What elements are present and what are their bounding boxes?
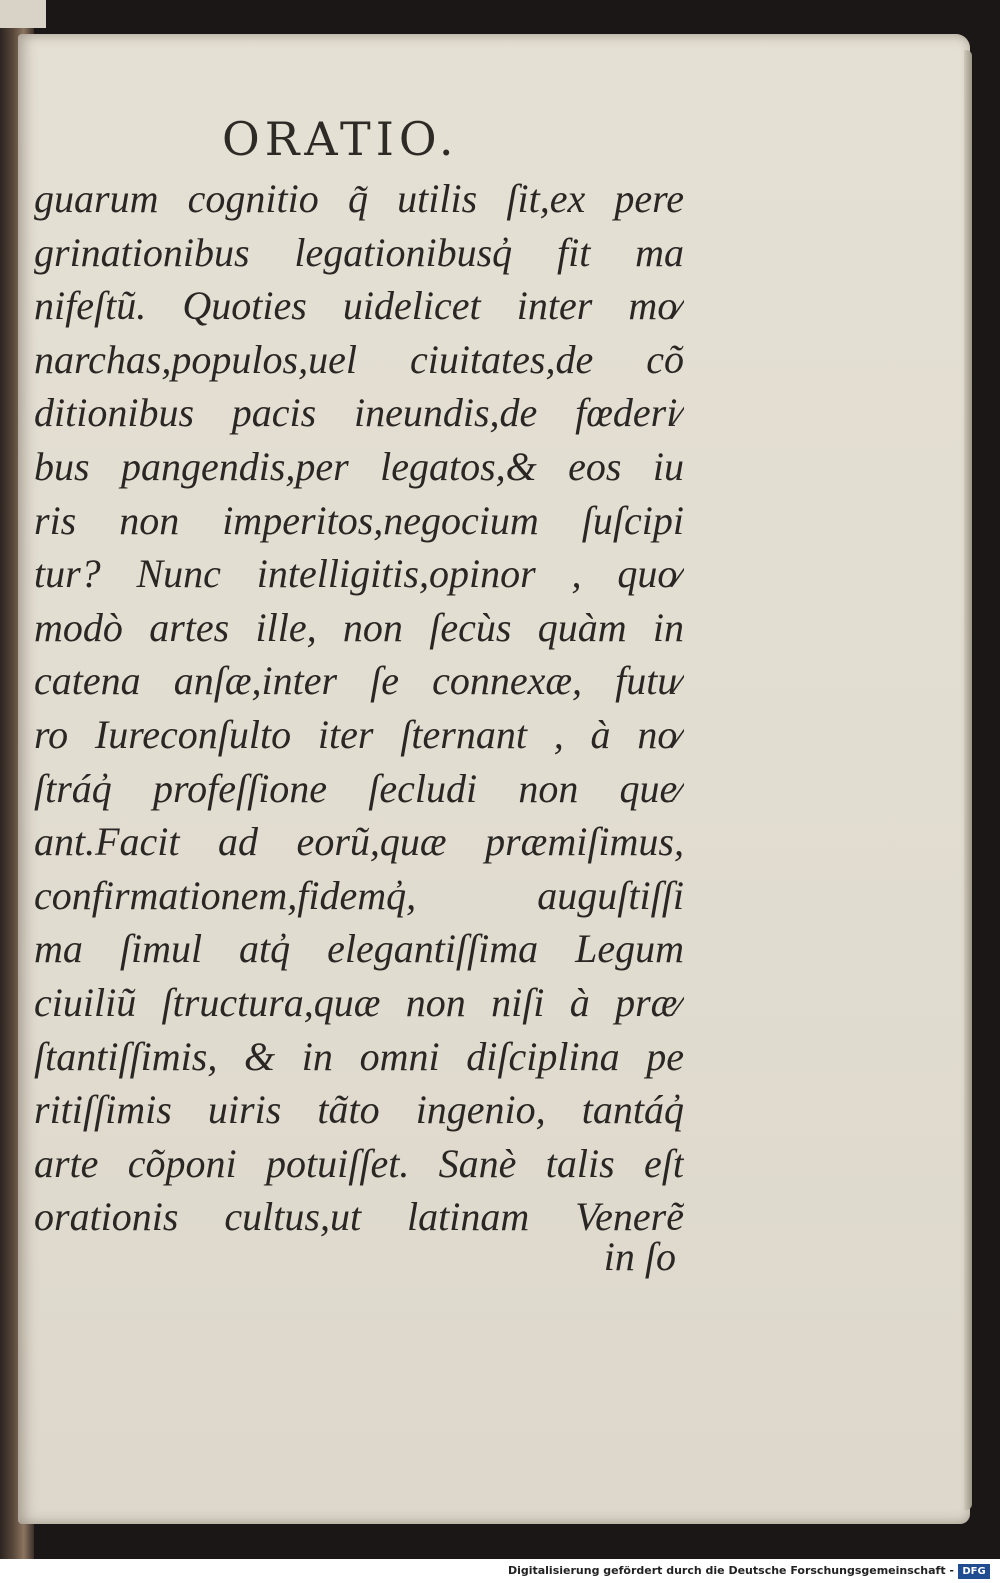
text-line: ro Iureconſulto iter ſternant , à no⁄: [34, 711, 684, 757]
text-line: catena anſæ,inter ſe connexæ, futu⁄: [34, 658, 684, 704]
spine-tab: [0, 0, 46, 28]
text-line: bus pangendis,per legatos,& eos iu: [34, 443, 684, 489]
text-line: ſtráq̓ profeſſione ſecludi non que⁄: [34, 765, 684, 811]
text-line: modò artes ille, non ſecùs quàm in: [34, 604, 684, 650]
dfg-logo: DFG: [958, 1564, 990, 1579]
body-text: [34, 172, 684, 1244]
text-line: ſtantiſſimis, & in omni diſciplina pe: [34, 1033, 684, 1079]
text-line: ma ſimul atq̓ elegantiſſima Legum: [34, 926, 684, 972]
catchword: in ſo: [603, 1234, 676, 1279]
text-line: ris non imperitos,negocium ſuſcipi: [34, 497, 684, 543]
text-line: orationis cultus,ut latinam Venerẽ: [34, 1194, 684, 1240]
text-line: ditionibus pacis ineundis,de fœderi⁄: [34, 390, 684, 436]
text-line: tur? Nunc intelligitis,opinor , quo⁄: [34, 551, 684, 597]
running-head: ORATIO.: [222, 112, 459, 166]
text-line: guarum cognitio q̃ utilis ſit,ex pere: [34, 176, 684, 221]
text-line: ant.Facit ad eorũ,quæ præmiſimus,: [34, 819, 684, 865]
text-line: narchas,populos,uel ciuitates,de cõ: [34, 336, 684, 382]
text-line: grinationibus legationibusq̓ fit ma: [34, 229, 684, 275]
text-line: nifeſtũ. Quoties uidelicet inter mo⁄: [34, 283, 684, 329]
digitization-credit: Digitalisierung gefördert durch die Deutsche Forschungsgemeinschaft -: [507, 1564, 954, 1577]
text-line: ritiſſimis uiris tãto ingenio, tantáq̓: [34, 1087, 684, 1133]
text-line: arte cõponi potuiſſet. Sanè talis eſt: [34, 1140, 684, 1186]
text-line: confirmationem,fidemq̓, auguſtiſſi: [34, 872, 684, 918]
page-edge: [964, 50, 972, 1510]
text-line: ciuiliũ ſtructura,quæ non niſi à præ⁄: [34, 979, 684, 1025]
footer-bar: [0, 1559, 1000, 1583]
